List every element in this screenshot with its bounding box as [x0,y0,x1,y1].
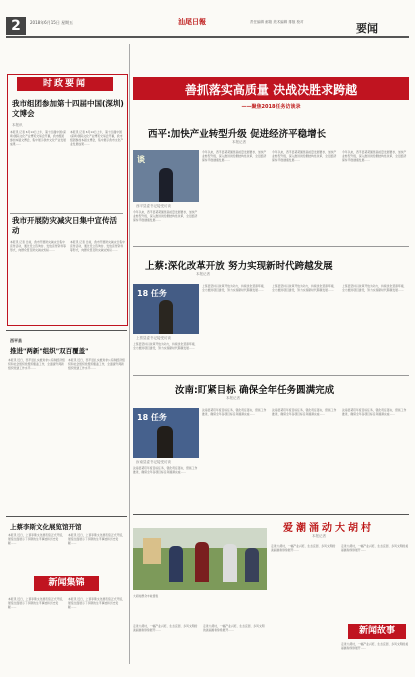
article1-body-d: 今年以来，西平县紧紧围绕高质量发展要求，加快产业转型升级，深入推进供给侧结构性改革，全县经济保持平稳健康发展…… [133,210,198,222]
article4-body-c: 走进大胡村，一幅产业兴旺、生态宜居、乡风文明的美丽画卷徐徐展开…… [271,544,336,552]
collection-body-b: 本报讯 近日，上蔡李斯文化展览馆正式开馆，展馆全面展示了李斯的生平事迹和历史贡献…… [68,597,125,609]
news-story-tag: 新闻故事 [348,624,406,639]
article1-caption: 西平县委书记接受访谈 [136,204,171,208]
story4-body-a: 本报讯 近日，上蔡李斯文化展览馆正式开馆，展馆全面展示了李斯的生平事迹和历史贡献…… [8,533,65,545]
newspaper-brand: 汕尾日報 [178,17,206,26]
story3-kicker: 西平县 [10,338,22,343]
article4-body-e: 走进大胡村，一幅产业兴旺、生态宜居、乡风文明的美丽画卷徐徐展开…… [341,642,409,650]
article2-body-a: 上蔡县坚持以改革开放为动力，持续优化营商环境，全力推进项目建设，努力实现新时代跨越发展…… [202,284,267,292]
story1-title: 我市组团参加第十四届中国(深圳)文博会 [12,99,124,118]
article1-body-a: 今年以来，西平县紧紧围绕高质量发展要求，加快产业转型升级，深入推进供给侧结构性改革，全县经济保持平稳健康发展…… [202,150,267,162]
article3-byline: 本报记者 [226,396,240,400]
news-collection-tag: 新闻集锦 [34,576,99,591]
story2-body-a: 本报讯 记者 日前，我市开展防灾减灾日集中宣传活动，通过设立咨询台、发放宣传资料等形式，向群众普及防灾减灾知识…… [10,240,66,252]
article4-title: 爱潮涌动大胡村 [283,523,374,534]
time-news-banner: 时政要闻 [17,77,113,91]
article3-photo: 18 任务 [133,408,199,458]
article3-body-d: 汝南县紧盯年度目标任务，强化责任落实，狠抓工作推进，确保全年各项目标任务圆满完成…… [133,466,198,474]
article3-title: 汝南:盯紧目标 确保全年任务圆满完成 [175,385,335,396]
main-divider-2 [133,375,409,376]
story3-title: 推进"两新"组织"双百覆盖" [10,347,89,355]
page-header [0,0,415,42]
main-divider-3 [133,514,409,515]
article2-photo: 18 任务 [133,284,199,334]
article4-body-a: 走进大胡村，一幅产业兴旺、生态宜居、乡风文明的美丽画卷徐徐展开…… [133,624,198,632]
story2-body-b: 本报讯 记者 日前，我市开展防灾减灾日集中宣传活动，通过设立咨询台、发放宣传资料等形式，向群众普及防灾减灾知识…… [70,240,125,252]
editors-line: 责任编辑 邮箱 美术编辑 排版 校对 [250,20,304,24]
article2-title: 上蔡:深化改革开放 努力实现新时代跨越发展 [145,261,333,272]
left-divider-3 [6,516,127,517]
story1-body-a: 本报讯 记者 6月14日上午，第十四届中国(深圳)国际文化产业博览交易会开幕，我市组团参加本届文博会，集中展示我市文化产业发展成果…… [10,130,66,146]
main-divider-1 [133,246,409,247]
article4-photo [133,528,267,590]
article1-byline: 本报记者 [232,140,246,144]
article1-body-b: 今年以来，西平县紧紧围绕高质量发展要求，加快产业转型升级，深入推进供给侧结构性改革，全县经济保持平稳健康发展…… [272,150,337,162]
article1-photo: 谈 [133,150,199,202]
story4-title: 上蔡李斯文化展览馆开馆 [10,523,82,531]
article2-byline: 本报记者 [196,272,210,276]
left-divider-2 [6,330,127,331]
collection-body-a: 本报讯 近日，上蔡李斯文化展览馆正式开馆，展馆全面展示了李斯的生平事迹和历史贡献…… [8,597,65,609]
article3-body-c: 汝南县紧盯年度目标任务，强化责任落实，狠抓工作推进，确保全年各项目标任务圆满完成…… [342,408,407,416]
article2-body-c: 上蔡县坚持以改革开放为动力，持续优化营商环境，全力推进项目建设，努力实现新时代跨越发展…… [342,284,407,292]
article3-body-a: 汝南县紧盯年度目标任务，强化责任落实，狠抓工作推进，确保全年各项目标任务圆满完成…… [202,408,267,416]
article4-body-b: 走进大胡村，一幅产业兴旺、生态宜居、乡风文明的美丽画卷徐徐展开…… [203,624,265,632]
story1-body-b: 本报讯 记者 6月14日上午，第十四届中国(深圳)国际文化产业博览交易会开幕，我市组团参加本届文博会，集中展示我市文化产业发展成果…… [70,130,124,146]
article4-byline: 本报记者 [312,534,326,538]
story3-body-b: 本报讯 近日，西平县扎实推进非公有制经济组织和社会组织党组织覆盖工作，全面提升两新组织党建工作水平…… [68,358,125,370]
main-headline: 善抓落实高质量 决战决胜求跨越 [184,83,358,97]
article2-body-b: 上蔡县坚持以改革开放为动力，持续优化营商环境，全力推进项目建设，努力实现新时代跨越发展…… [272,284,337,292]
header-rule [6,36,409,38]
story3-body-a: 本报讯 近日，西平县扎实推进非公有制经济组织和社会组织党组织覆盖工作，全面提升两新组织党建工作水平…… [8,358,65,370]
story2-title: 我市开展防灾减灾日集中宣传活动 [12,216,117,235]
page-number: 2 [6,17,26,35]
date-line: 2018年6月15日 星期五 [30,20,74,25]
article1-title: 西平:加快产业转型升级 促进经济平稳增长 [148,129,327,140]
story1-source: 本报讯 [12,123,23,127]
article3-caption: 汝南县委书记接受访谈 [136,460,171,464]
main-subhead: ——聚焦2018任务访谈录 [241,104,301,110]
article4-caption: 大胡村群众丰收喜悦 [133,594,159,598]
article1-body-c: 今年以来，西平县紧紧围绕高质量发展要求，加快产业转型升级，深入推进供给侧结构性改革，全县经济保持平稳健康发展…… [342,150,407,162]
article2-caption: 上蔡县委书记接受访谈 [136,336,171,340]
article2-body-d: 上蔡县坚持以改革开放为动力，持续优化营商环境，全力推进项目建设，努力实现新时代跨越发展…… [133,342,198,350]
story4-body-b: 本报讯 近日，上蔡李斯文化展览馆正式开馆，展馆全面展示了李斯的生平事迹和历史贡献…… [68,533,125,545]
column-divider [129,44,130,664]
article3-body-b: 汝南县紧盯年度目标任务，强化责任落实，狠抓工作推进，确保全年各项目标任务圆满完成…… [272,408,337,416]
left-divider-1 [10,213,123,214]
section-title: 要闻 [356,22,378,35]
article4-body-d: 走进大胡村，一幅产业兴旺、生态宜居、乡风文明的美丽画卷徐徐展开…… [341,544,409,552]
